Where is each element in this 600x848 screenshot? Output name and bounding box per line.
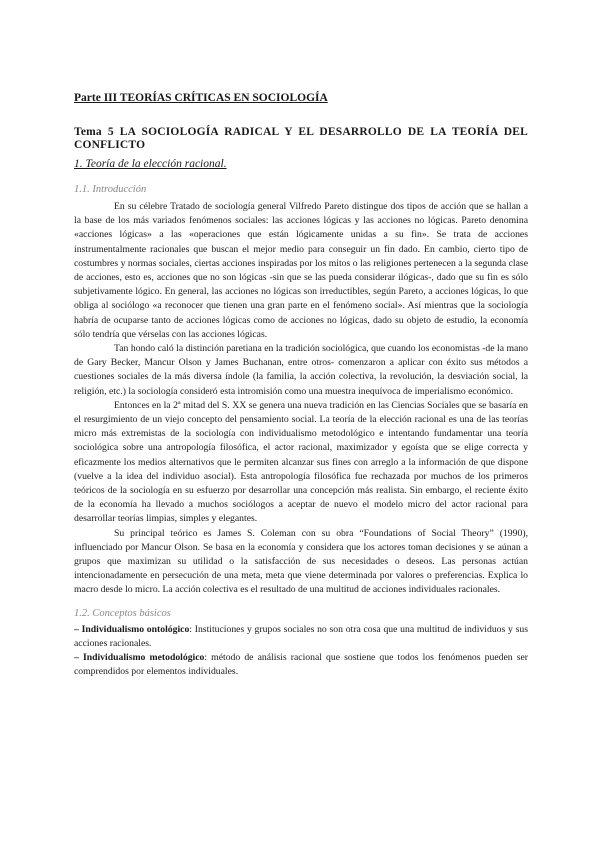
paragraph: Su principal teórico es James S. Coleman con su obra “Foundations of Social Theory” (1990), influenciado por Mancur Olson. Se basa en la economía y considera que los actores toman decisiones y se aúnan a grupos que maximizan su utilidad o la satisfacción de sus necesidades o deseos. Las personas actúan intencionadamente en persecución de una meta, meta que viene determinada por valores o preferencias. Explica lo macro desde lo micro. La acción colectiva es el resultado de una multitud de acciones individuales racionales.: [74, 527, 528, 596]
subsection-heading-intro: 1.1. Introducción: [74, 184, 147, 195]
section-title: 1. Teoría de la elección racional.: [74, 158, 227, 170]
subsection-heading-concepts: 1.2. Conceptos básicos: [74, 607, 171, 619]
definition-term: – Individualismo metodológico: [74, 652, 205, 664]
definition-item: [74, 651, 528, 679]
paragraph: En su célebre Tratado de sociología general Vilfredo Pareto distingue dos tipos de acción que se hallan a la base de los más variados fenómenos sociales: las acciones lógicas y las acciones no lógicas. Pareto denomina «acciones lógicas» a las «operaciones que están lógicamente unidas a su fin». Se trata de acciones instrumentalmente racionales que buscan el mejor medio para conseguir un fin dado. En cambio, cierto tipo de costumbres y normas sociales, ciertas acciones inspiradas por los mitos o las religiones pertenecen a la segunda clase de acciones, esto es, acciones que no son lógicas -sin que se las pueda considerar ilógicas-, dado que su fin es sólo subjetivamente lógico. En general, las acciones no lógicas son irreductibles, según Pareto, a acciones lógicas, lo que obliga al sociólogo «a reconocer que tienen una gran parte en el fenómeno social». Así mientras que la sociología habría de ocuparse tanto de acciones lógicas como de acciones no lógicas, dado su objeto de estudio, la economía sólo tendría que vérselas con las acciones lógicas.: [74, 201, 528, 340]
definition-item: [74, 623, 528, 651]
document-page: [74, 92, 528, 680]
definition-text: : Instituciones y grupos sociales no son otra cosa que una multitud de individuos y sus acciones racionales.: [74, 623, 528, 649]
tema-title: Tema 5 LA SOCIOLOGÍA RADICAL Y EL DESARROLLO DE LA TEORÍA DEL CONFLICTO: [74, 126, 528, 151]
definition-text: : método de análisis racional que sostiene que todos los fenómenos pueden ser comprendidos por elementos individuales.: [74, 652, 529, 678]
paragraph: Entonces en la 2ª mitad del S. XX se genera una nueva tradición en las Ciencias Sociales que se basaría en el resurgimiento de un viejo concepto del pensamiento social. La teoría de la elección racional es una de las teorías micro más extremistas de la sociología con individualismo metodológico e intentando fundamentar una teoría sociológica sobre una antropología filosófica, el actor racional, maximizador y egoísta que se elige correcta y eficazmente los medios alternativos que le permiten alcanzar sus fines con arreglo a la información de que dispone (vuelve a la idea del individuo asocial). Esta antropología filosófica fue rechazada por muchos de los primeros teóricos de la sociología en su esfuerzo por desarrollar una concepción más realista. Sin embargo, el reciente éxito de la economía ha llevado a muchos sociólogos a aceptar de nuevo el modelo micro del actor racional para desarrollar teorías limpias, simples y elegantes.: [74, 399, 528, 525]
paragraph: Tan hondo caló la distinción paretiana en la tradición sociológica, que cuando los economistas -de la mano de Gary Becker, Mancur Olson y James Buchanan, entre otros- comenzaron a aplicar con éxito sus métodos a cuestiones sociales de la más diversa índole (la familia, la acción colectiva, la revolución, la desviación social, la religión, etc.) la sociología consideró esta intromisión como una muestra inequívoca de imperialismo económico.: [74, 343, 528, 397]
part-title: Parte III TEORÍAS CRÍTICAS EN SOCIOLOGÍA: [74, 92, 328, 104]
definition-term: – Individualismo ontológico: [74, 623, 190, 635]
